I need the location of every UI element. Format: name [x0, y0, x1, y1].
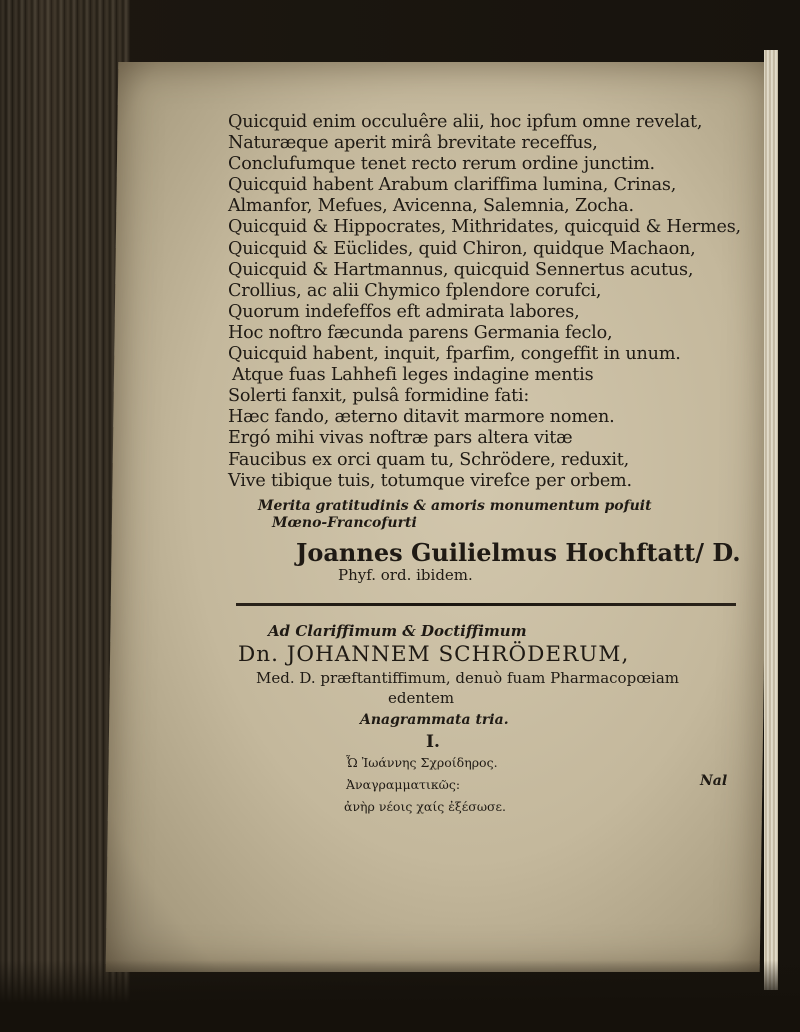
addressee-edentem: edentem: [388, 689, 455, 707]
dedication-line: Merita gratitudinis & amoris monumentum pofuit: [258, 497, 652, 514]
dedication: [228, 498, 748, 532]
author-name-text: Joannes Guilielmus Hochftatt/ D.: [296, 537, 741, 567]
greek-line: Ἀναγραμματικῶς:: [346, 777, 461, 792]
poem-line: Quicquid habent Arabum clariffima lumina, Crinas,: [228, 175, 677, 196]
poem-line: Quicquid & Eüclides, quid Chiron, quidque Machaon,: [228, 238, 696, 259]
address-heading: Ad Clariffimum & Doctiffimum: [268, 622, 527, 640]
bottom-shadow: [0, 960, 800, 1032]
greek-line: Ὦ Ἰωάννης Σχροίδηρος.: [346, 755, 498, 770]
greek-line: ἀνὴρ νέοις χαίς ἐξέσωσε.: [344, 799, 506, 814]
addressee-name: Dn. JOHANNEM SCHRÖDERUM,: [238, 642, 630, 667]
poem-line: Ergó mihi vivas noftræ pars altera vitæ: [228, 428, 573, 449]
poem-line: Quorum indefeffos eft admirata labores,: [228, 301, 580, 322]
poem-line: Hoc noftro fæcunda parens Germania feclo,: [228, 322, 613, 343]
poem-line: Naturæque aperit mirâ brevitate receffus,: [228, 133, 598, 154]
address-block: [228, 620, 728, 818]
horizontal-rule: [236, 603, 736, 606]
poem-line: Conclufumque tenet recto rerum ordine junctim.: [228, 154, 655, 175]
author-title: Phyf. ord. ibidem.: [338, 565, 473, 584]
poem-line: Atque fuas Lahhefi leges indagine mentis: [232, 365, 594, 386]
poem-line: Quicquid habent, inquit, fparfim, congeffit in unum.: [228, 344, 681, 365]
poem-line: Crollius, ac alii Chymico fplendore corufci,: [228, 280, 602, 301]
anagram-number: I.: [426, 732, 440, 752]
poem-block: [228, 112, 748, 584]
page-edges: [764, 50, 778, 990]
poem-line: Solerti fanxit, pulsâ formidine fati:: [228, 386, 530, 407]
poem-line: Hæc fando, æterno ditavit marmore nomen.: [228, 407, 615, 428]
poem-line: Faucibus ex orci quam tu, Schrödere, reduxit,: [228, 449, 630, 470]
addressee-description: Med. D. præftantiffimum, denuò fuam Pharmacopœiam: [256, 669, 679, 687]
poem-line: Quicquid & Hippocrates, Mithridates, quicquid & Hermes,: [228, 217, 741, 238]
poem-line: Quicquid enim occuluêre alii, hoc ipfum omne revelat,: [228, 112, 703, 132]
dedication-place: Mœno-Francofurti: [272, 514, 417, 531]
anagram-heading: Anagrammata tria.: [360, 712, 509, 728]
catchword: Nal: [700, 773, 728, 789]
poem-line: Almanfor, Mefues, Avicenna, Salemnia, Zocha.: [228, 196, 634, 217]
author-name: [228, 537, 748, 567]
poem-line: Quicquid & Hartmannus, quicquid Sennertus acutus,: [228, 259, 694, 280]
poem-line: Vive tibique tuis, totumque virefce per orbem.: [228, 470, 632, 491]
